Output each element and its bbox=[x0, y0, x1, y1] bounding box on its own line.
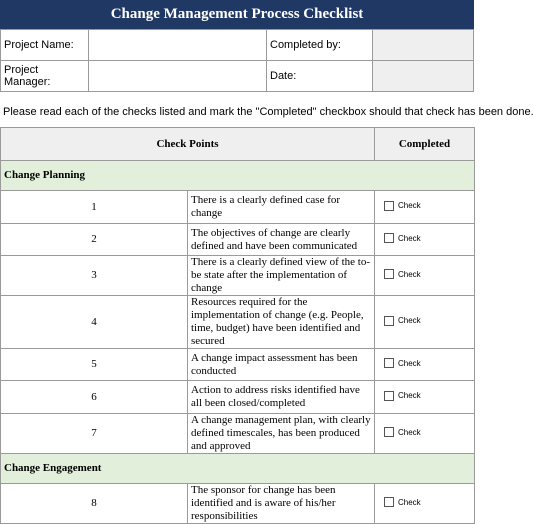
date-label: Date: bbox=[267, 61, 373, 92]
checkbox-icon[interactable] bbox=[384, 358, 394, 368]
checkbox-label: Check bbox=[398, 269, 421, 279]
check-point-text: The sponsor for change has been identified and is aware of his/her responsibilities bbox=[188, 484, 375, 524]
completed-cell bbox=[375, 414, 475, 454]
completed-cell bbox=[375, 296, 475, 349]
completed-header: Completed bbox=[375, 128, 475, 161]
completed-checkbox[interactable] bbox=[384, 389, 421, 402]
check-points-header: Check Points bbox=[1, 128, 375, 161]
check-point-text: There is a clearly defined view of the to-be state after the implementation of change bbox=[188, 256, 375, 296]
row-number: 4 bbox=[1, 296, 188, 349]
table-header-row bbox=[1, 128, 475, 161]
project-name-field[interactable] bbox=[89, 30, 267, 61]
section-title: Change Planning bbox=[1, 161, 475, 191]
checklist-title: Change Management Process Checklist bbox=[0, 0, 474, 29]
checkbox-label: Check bbox=[398, 497, 421, 507]
row-number: 3 bbox=[1, 256, 188, 296]
project-name-label: Project Name: bbox=[1, 30, 89, 61]
table-row bbox=[1, 191, 475, 224]
completed-cell bbox=[375, 191, 475, 224]
table-row bbox=[1, 296, 475, 349]
completed-checkbox[interactable] bbox=[384, 426, 421, 439]
checkbox-icon[interactable] bbox=[384, 427, 394, 437]
checkbox-icon[interactable] bbox=[384, 269, 394, 279]
table-row bbox=[1, 381, 475, 414]
check-point-text: A change management plan, with clearly defined timescales, has been produced and approved bbox=[188, 414, 375, 454]
row-number: 7 bbox=[1, 414, 188, 454]
project-manager-label: Project Manager: bbox=[1, 61, 89, 92]
check-point-text: There is a clearly defined case for change bbox=[188, 191, 375, 224]
completed-checkbox[interactable] bbox=[384, 232, 421, 245]
row-number: 6 bbox=[1, 381, 188, 414]
completed-checkbox[interactable] bbox=[384, 496, 421, 509]
section-row bbox=[1, 161, 475, 191]
checkbox-icon[interactable] bbox=[384, 201, 394, 211]
checkbox-label: Check bbox=[398, 427, 421, 437]
completed-cell bbox=[375, 256, 475, 296]
check-point-text: The objectives of change are clearly defined and have been communicated bbox=[188, 224, 375, 256]
table-row bbox=[1, 256, 475, 296]
table-row bbox=[1, 484, 475, 524]
checkbox-label: Check bbox=[398, 233, 421, 243]
instructions-text: Please read each of the checks listed and mark the "Completed" checkbox should that check has been done. bbox=[3, 106, 534, 118]
row-number: 1 bbox=[1, 191, 188, 224]
checkbox-icon[interactable] bbox=[384, 391, 394, 401]
row-number: 2 bbox=[1, 224, 188, 256]
check-point-text: A change impact assessment has been conducted bbox=[188, 349, 375, 381]
completed-cell bbox=[375, 349, 475, 381]
row-number: 8 bbox=[1, 484, 188, 524]
checkbox-label: Check bbox=[398, 358, 421, 368]
checkbox-icon[interactable] bbox=[384, 316, 394, 326]
completed-checkbox[interactable] bbox=[384, 357, 421, 370]
checkbox-icon[interactable] bbox=[384, 497, 394, 507]
completed-cell bbox=[375, 224, 475, 256]
table-row bbox=[1, 349, 475, 381]
section-row bbox=[1, 454, 475, 484]
checkbox-label: Check bbox=[398, 201, 421, 211]
checkbox-label: Check bbox=[398, 391, 421, 401]
completed-cell bbox=[375, 381, 475, 414]
completed-by-label: Completed by: bbox=[267, 30, 373, 61]
table-row bbox=[1, 414, 475, 454]
completed-checkbox[interactable] bbox=[384, 268, 421, 281]
completed-checkbox[interactable] bbox=[384, 314, 421, 327]
completed-by-field[interactable] bbox=[373, 30, 474, 61]
date-field[interactable] bbox=[373, 61, 474, 92]
row-number: 5 bbox=[1, 349, 188, 381]
checkbox-label: Check bbox=[398, 316, 421, 326]
table-row bbox=[1, 224, 475, 256]
check-point-text: Action to address risks identified have all been closed/completed bbox=[188, 381, 375, 414]
completed-cell bbox=[375, 484, 475, 524]
checkbox-icon[interactable] bbox=[384, 233, 394, 243]
project-info-table bbox=[0, 29, 474, 92]
check-point-text: Resources required for the implementation of change (e.g. People, time, budget) have been identified and secured bbox=[188, 296, 375, 349]
project-manager-field[interactable] bbox=[89, 61, 267, 92]
check-points-table bbox=[0, 127, 475, 524]
completed-checkbox[interactable] bbox=[384, 199, 421, 212]
section-title: Change Engagement bbox=[1, 454, 475, 484]
